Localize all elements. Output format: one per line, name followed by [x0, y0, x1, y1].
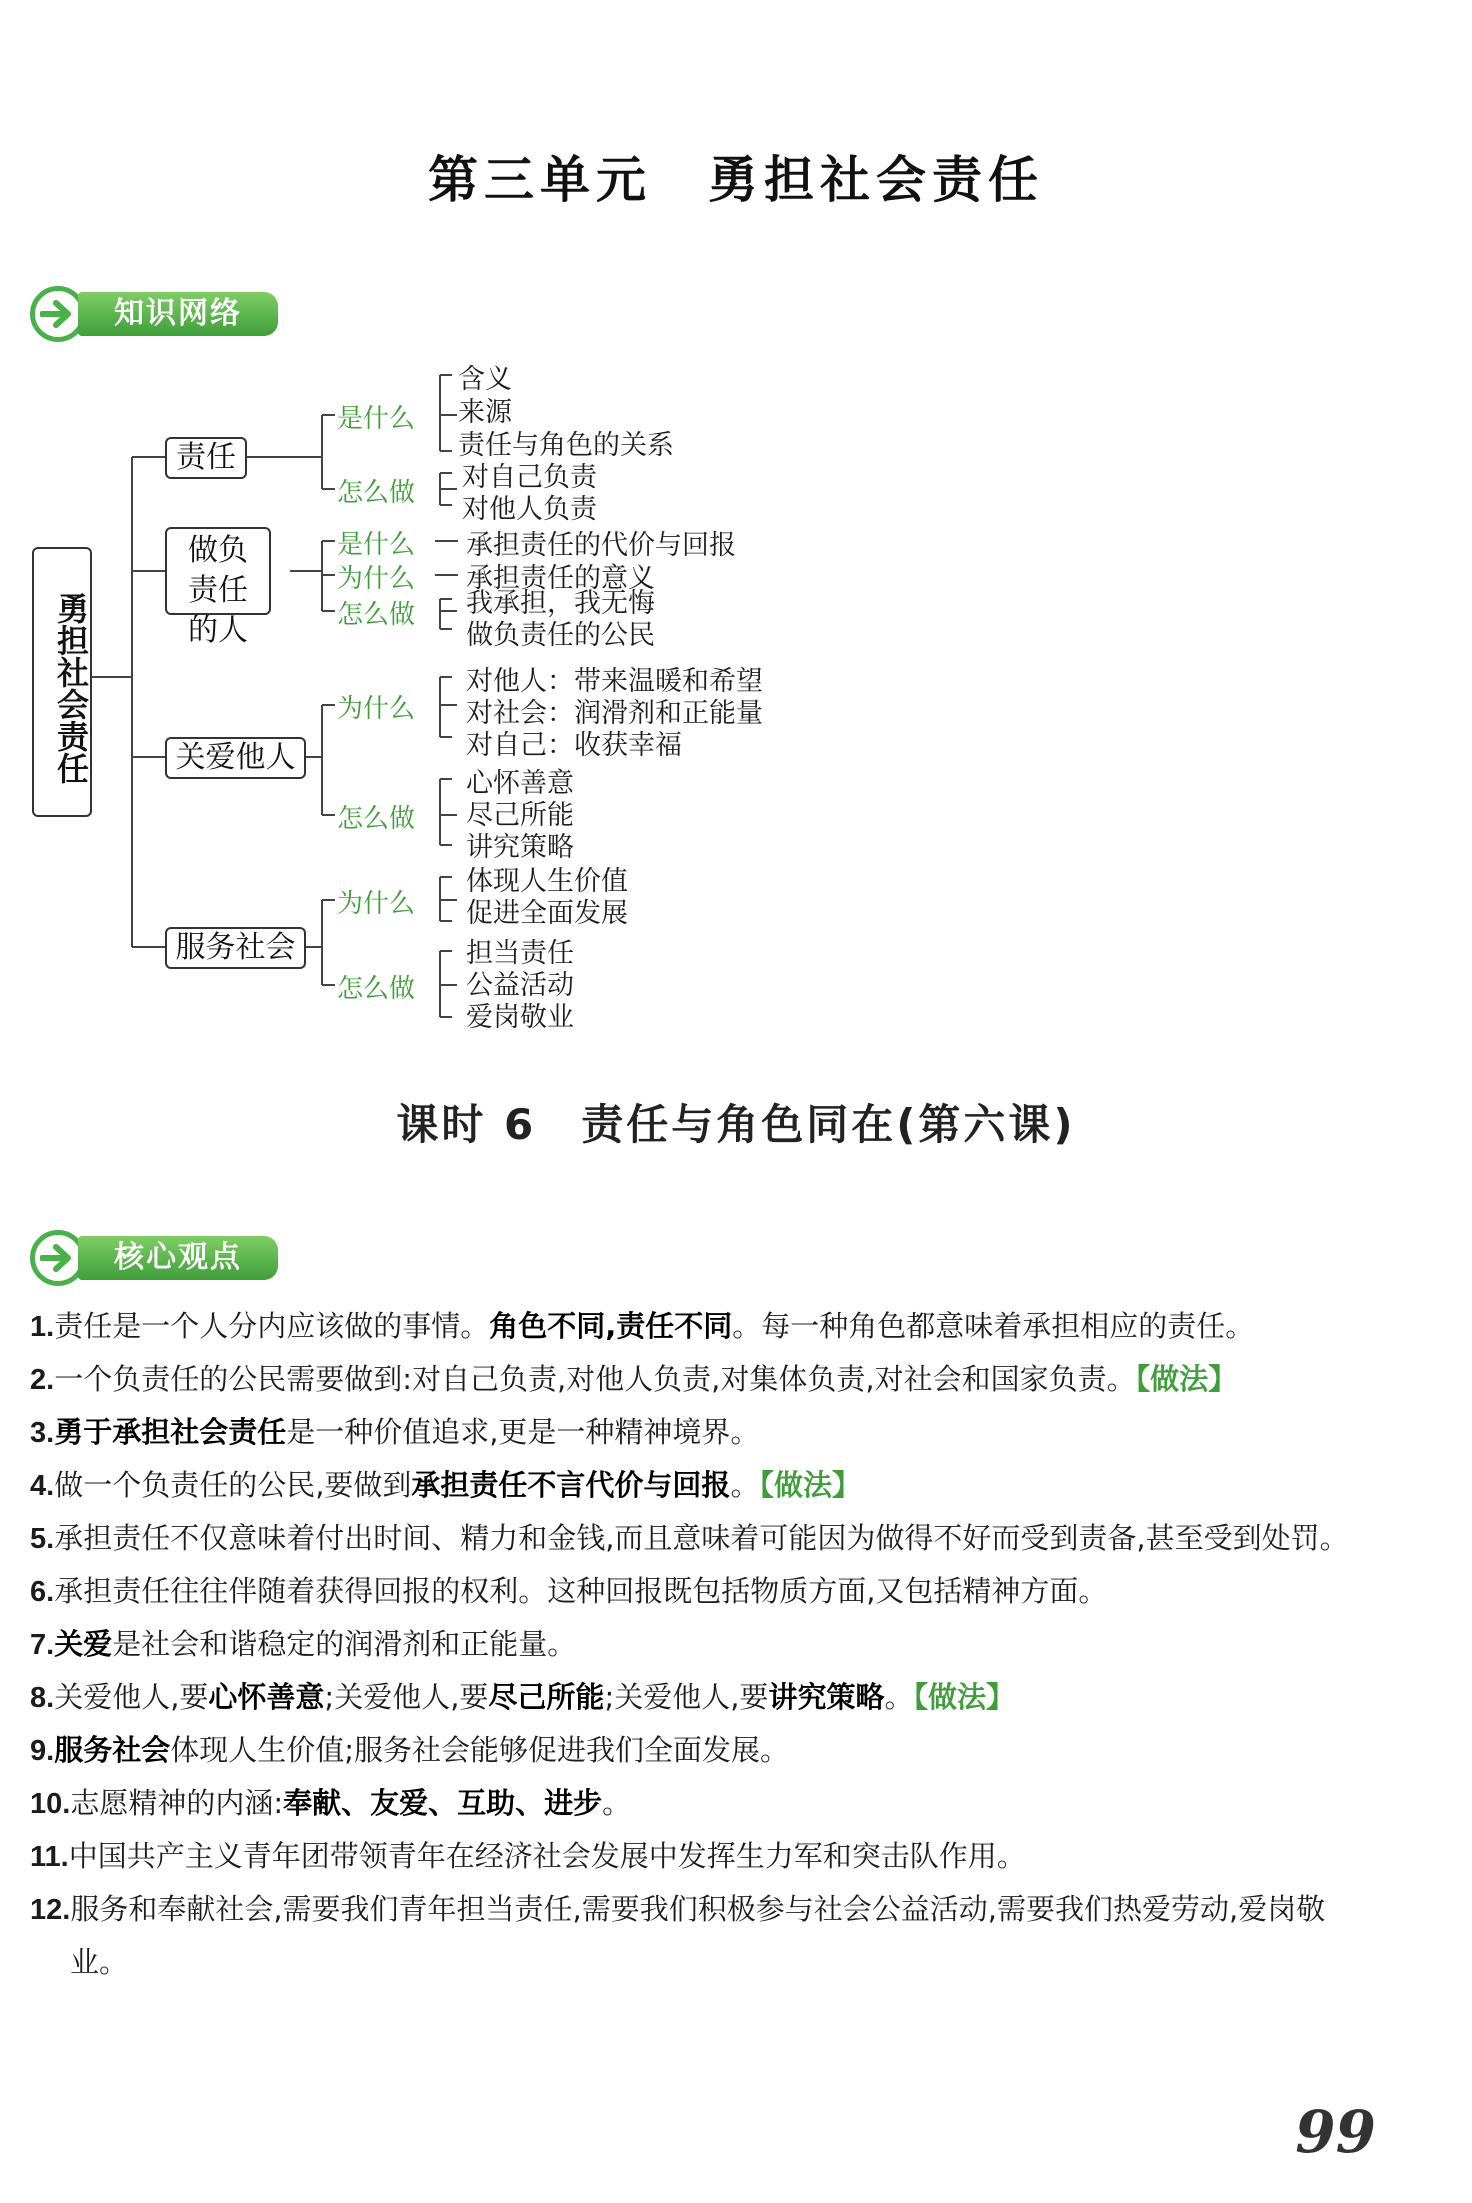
key-phrase: 勇于承担社会责任 [54, 1415, 287, 1449]
point-number: 9. [30, 1735, 55, 1767]
point-number: 12. [30, 1894, 71, 1926]
core-point-item [30, 1406, 1360, 1459]
tree-leaf: 讲究策略 [466, 832, 574, 863]
tree-leaf: 心怀善意 [466, 768, 574, 799]
tree-leaf: 对自己负责 [462, 462, 597, 493]
tree-branch-serving-society: 服务社会 [165, 927, 306, 969]
core-point-item [30, 1830, 1360, 1883]
point-number: 5. [30, 1523, 55, 1555]
point-number: 6. [30, 1576, 55, 1608]
key-phrase: 服务社会 [54, 1733, 171, 1767]
knowledge-tree [0, 355, 820, 1035]
core-points-list [30, 1300, 1360, 1988]
core-points-banner [30, 1230, 286, 1286]
point-text: 体现人生价值;服务社会能够促进我们全面发展。 [170, 1733, 789, 1767]
tree-branch-caring: 关爱他人 [165, 737, 306, 779]
key-phrase: 讲究策略 [768, 1680, 885, 1714]
tree-leaf: 责任与角色的关系 [458, 430, 674, 461]
question-label: 为什么 [337, 694, 416, 724]
section-label: 核心观点 [78, 1236, 278, 1280]
point-number: 7. [30, 1629, 55, 1661]
point-number: 1. [30, 1311, 55, 1343]
tree-leaf: 含义 [458, 364, 512, 395]
tree-leaf: 对他人负责 [462, 494, 597, 525]
point-text: 关爱他人,要 [54, 1680, 209, 1714]
point-text: 志愿精神的内涵: [70, 1786, 284, 1820]
tree-leaf: 做负责任的公民 [466, 620, 655, 651]
point-text: 中国共产主义青年团带领青年在经济社会发展中发挥生力军和突击队作用。 [68, 1839, 1026, 1873]
method-tag: 【做法】 [1135, 1362, 1238, 1396]
core-point-item [30, 1512, 1360, 1565]
tree-leaf: 促进全面发展 [466, 898, 628, 929]
key-phrase: 角色不同,责任不同 [489, 1309, 733, 1343]
point-text: 。 [730, 1468, 760, 1502]
question-label: 是什么 [337, 404, 416, 434]
key-phrase: 承担责任不言代价与回报 [411, 1468, 731, 1502]
point-text: 。 [884, 1680, 914, 1714]
core-point-item [30, 1724, 1360, 1777]
key-phrase: 关爱 [54, 1627, 113, 1661]
point-number: 11. [30, 1841, 69, 1873]
point-text: 责任是一个人分内应该做的事情。 [54, 1309, 490, 1343]
point-text: 一个负责任的公民需要做到:对自己负责,对他人负责,对集体负责,对社会和国家负责。 [54, 1362, 1136, 1396]
tree-leaf: 对他人：带来温暖和希望 [466, 666, 763, 697]
tree-branch-responsibility: 责任 [165, 437, 247, 479]
method-tag: 【做法】 [759, 1468, 861, 1502]
question-label: 为什么 [337, 889, 416, 919]
method-tag: 【做法】 [913, 1680, 1015, 1714]
tree-leaf: 尽己所能 [466, 800, 574, 831]
knowledge-network-banner [30, 286, 286, 342]
core-point-item [30, 1565, 1360, 1618]
tree-leaf: 来源 [458, 397, 512, 428]
question-label: 怎么做 [337, 974, 416, 1004]
question-label: 怎么做 [337, 804, 416, 834]
unit-title: 第三单元 勇担社会责任 [428, 150, 1044, 209]
core-point-item [30, 1777, 1360, 1830]
key-phrase: 尽己所能 [488, 1680, 605, 1714]
tree-leaf: 承担责任的代价与回报 [466, 530, 736, 561]
tree-root: 勇担社会责任 [32, 547, 92, 817]
tree-leaf: 爱岗敬业 [466, 1002, 574, 1033]
point-number: 8. [30, 1682, 55, 1714]
question-label: 是什么 [337, 530, 416, 560]
core-point-item [30, 1459, 1360, 1512]
core-point-item [30, 1883, 1360, 1988]
point-text: 是社会和谐稳定的润滑剂和正能量。 [112, 1627, 577, 1661]
point-text: 是一种价值追求,更是一种精神境界。 [286, 1415, 760, 1449]
point-text: 承担责任不仅意味着付出时间、精力和金钱,而且意味着可能因为做得不好而受到责备,甚至受到处罚。 [54, 1521, 1349, 1555]
core-point-item [30, 1353, 1360, 1406]
point-text: 服务和奉献社会,需要我们青年担当责任,需要我们积极参与社会公益活动,需要我们热爱劳动,爱岗敬业。 [70, 1892, 1326, 1979]
point-text: 做一个负责任的公民,要做到 [54, 1468, 412, 1502]
tree-leaf: 体现人生价值 [466, 866, 628, 897]
point-text: 承担责任往往伴随着获得回报的权利。这种回报既包括物质方面,又包括精神方面。 [54, 1574, 1108, 1608]
tree-leaf: 担当责任 [466, 938, 574, 969]
point-text: 。 [602, 1786, 632, 1820]
point-text: ;关爱他人,要 [604, 1680, 769, 1714]
page-number: 99 [1295, 2098, 1376, 2166]
tree-leaf: 公益活动 [466, 970, 574, 1001]
section-label: 知识网络 [78, 292, 278, 336]
point-number: 4. [30, 1470, 55, 1502]
tree-branch-responsible-person: 做负责任的人 [165, 527, 271, 615]
question-label: 怎么做 [337, 600, 416, 630]
question-label: 怎么做 [337, 478, 416, 508]
point-text: ;关爱他人,要 [324, 1680, 489, 1714]
core-point-item [30, 1618, 1360, 1671]
tree-leaf: 对社会：润滑剂和正能量 [466, 698, 763, 729]
tree-leaf: 对自己：收获幸福 [466, 730, 682, 761]
point-number: 10. [30, 1788, 71, 1820]
point-number: 2. [30, 1364, 55, 1396]
key-phrase: 奉献、友爱、互助、进步 [283, 1786, 603, 1820]
tree-leaf: 我承担，我无悔 [466, 588, 655, 619]
key-phrase: 心怀善意 [208, 1680, 325, 1714]
core-point-item [30, 1671, 1360, 1724]
question-label: 为什么 [337, 564, 416, 594]
tree-leaf: 承担责任的意义 [466, 563, 655, 594]
point-number: 3. [30, 1417, 55, 1449]
lesson-title: 课时 6 责任与角色同在(第六课) [396, 1100, 1076, 1149]
core-point-item [30, 1300, 1360, 1353]
point-text: 。每一种角色都意味着承担相应的责任。 [732, 1309, 1255, 1343]
